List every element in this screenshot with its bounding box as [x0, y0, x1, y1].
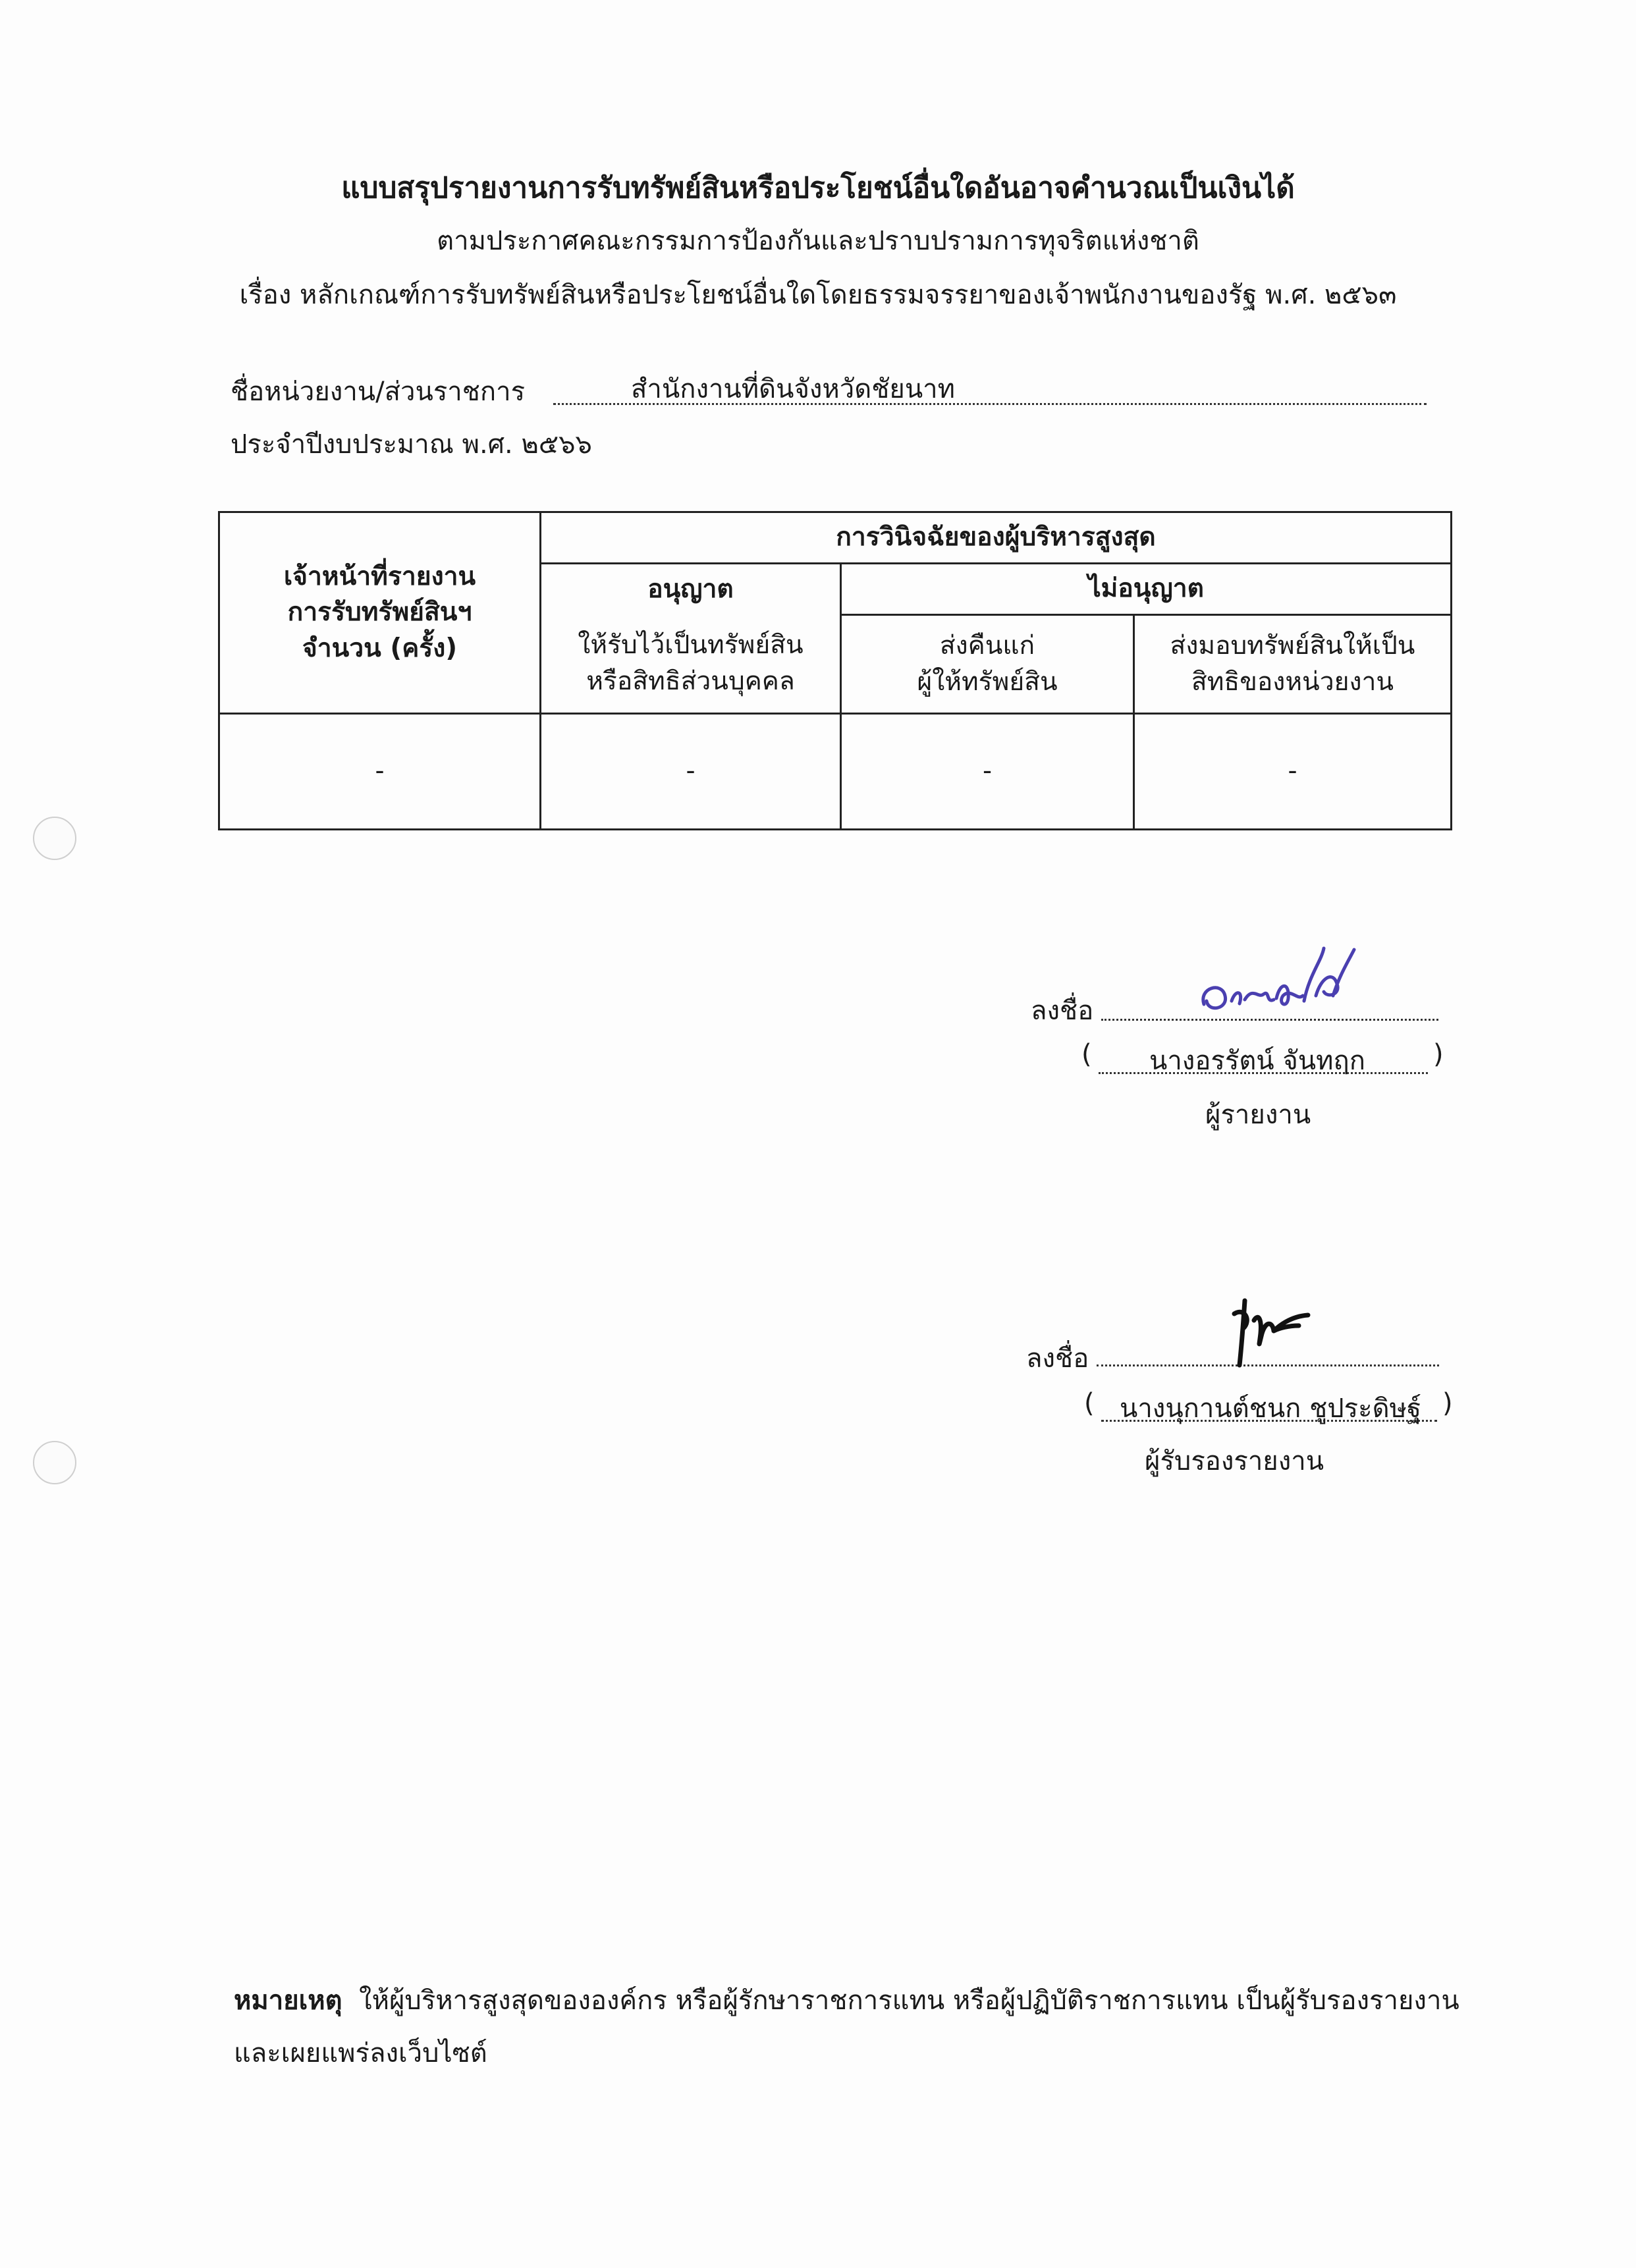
punch-hole-bottom	[33, 1441, 76, 1484]
subheader-keep-as-personal: ให้รับไว้เป็นทรัพย์สิน หรือสิทธิส่วนบุคคล	[541, 615, 841, 714]
header-disallow: ไม่อนุญาต	[841, 564, 1452, 615]
agency-value: สำนักงานที่ดินจังหวัดชัยนาท	[631, 374, 955, 404]
name-open-paren: (	[1081, 1039, 1092, 1069]
header-decision: การวินิจฉัยของผู้บริหารสูงสุด	[541, 512, 1452, 564]
cell-reporter-count: -	[219, 714, 541, 830]
document-subtitle-1: ตามประกาศคณะกรรมการป้องกันและปราบปรามการทุจริตแห่งชาติ	[437, 226, 1199, 256]
note-text: ให้ผู้บริหารสูงสุดขององค์กร หรือผู้รักษาราชการแทน หรือผู้ปฏิบัติราชการแทน เป็นผู้รับรองรายงานและเผยแพร่ลงเว็บไซต์	[234, 1985, 1459, 2068]
footer-note	[234, 1974, 1505, 2080]
header-allow: อนุญาต	[541, 564, 841, 615]
name-open-paren: (	[1084, 1388, 1095, 1418]
subheader-return-to-giver: ส่งคืนแก่ ผู้ให้ทรัพย์สิน	[841, 615, 1134, 714]
punch-hole-top	[33, 817, 76, 860]
sign-label: ลงชื่อ	[1031, 996, 1094, 1026]
document-title: แบบสรุปรายงานการรับทรัพย์สินหรือประโยชน์อื่นใดอันอาจคำนวณเป็นเงินได้	[341, 171, 1295, 205]
reporter-role: ผู้รายงาน	[1205, 1100, 1311, 1130]
signature-image	[1192, 935, 1370, 1034]
cell-allow: -	[541, 714, 841, 830]
cell-return: -	[841, 714, 1134, 830]
sign-label: ลงชื่อ	[1026, 1343, 1089, 1374]
agency-label: ชื่อหน่วยงาน/ส่วนราชการ	[231, 377, 526, 407]
certifier-name: นางนุกานต์ชนก ชูประดิษฐ์	[1120, 1393, 1422, 1424]
name-close-paren: )	[1433, 1039, 1444, 1069]
report-table	[218, 511, 1452, 830]
signature-image	[1225, 1287, 1337, 1373]
cell-deliver: -	[1134, 714, 1452, 830]
fiscal-year: ประจำปีงบประมาณ พ.ศ. ๒๕๖๖	[231, 429, 592, 460]
header-reporter-count: เจ้าหน้าที่รายงาน การรับทรัพย์สินฯ จำนวน (ครั้ง)	[219, 512, 541, 714]
reporter-name: นางอรรัตน์ จันทฤก	[1149, 1046, 1365, 1076]
document-subtitle-2: เรื่อง หลักเกณฑ์การรับทรัพย์สินหรือประโยชน์อื่นใดโดยธรรมจรรยาของเจ้าพนักงานของรัฐ พ.ศ. ๒๕๖๓	[239, 280, 1397, 310]
note-label: หมายเหตุ	[234, 1985, 342, 2016]
certifier-role: ผู้รับรองรายงาน	[1145, 1446, 1324, 1476]
name-close-paren: )	[1442, 1388, 1453, 1418]
subheader-deliver-to-agency: ส่งมอบทรัพย์สินให้เป็น สิทธิของหน่วยงาน	[1134, 615, 1452, 714]
